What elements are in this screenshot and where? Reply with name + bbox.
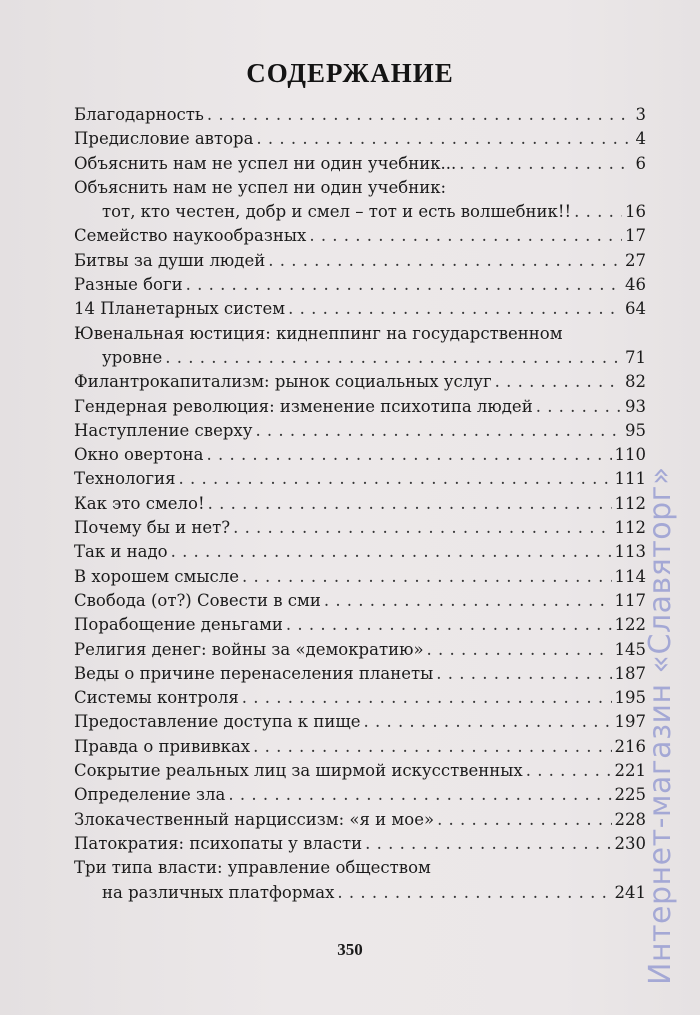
toc-entry-page: 122 [614,615,646,635]
toc-entry [74,613,646,637]
toc-entry-page: 16 [625,202,646,222]
toc-entry-page: 113 [614,542,646,562]
toc-entry [74,589,646,613]
toc-entry-page: 117 [614,590,646,610]
toc-leader-dots [268,249,622,273]
toc-entry [74,832,646,856]
toc-leader-dots [206,443,611,467]
toc-entry-page: 71 [625,347,646,367]
toc-entry-page: 228 [614,809,646,829]
toc-leader-dots [233,516,611,540]
toc-entry [74,200,646,224]
toc-entry-page: 110 [614,445,646,465]
toc-entry-title: Окно овертона [74,445,204,465]
toc-leader-dots [242,565,612,589]
toc-entry-page: 3 [635,105,646,124]
toc-leader-dots [228,783,611,807]
toc-entry [74,249,646,273]
toc-leader-dots [208,492,612,516]
toc-entry-title: Объяснить нам не успел ни один учебник: [74,177,447,197]
toc-entry-title: Веды о причине перенаселения планеты [74,663,434,683]
toc-entry-page: 195 [614,688,646,708]
toc-entry-title: 14 Планетарных систем [74,299,286,319]
toc-entry-title: Как это смело! [74,493,205,513]
toc-entry-title: Предоставление доступа к пище [74,712,361,732]
toc-entry-title: Религия денег: войны за «демократию» [74,639,424,659]
toc-entry-page: 27 [625,250,646,270]
toc-entry-title: Битвы за души людей [74,250,266,270]
toc-leader-dots [207,103,633,127]
toc-entry [74,419,646,443]
toc-entry [74,176,646,200]
toc-entry-page: 241 [614,882,646,902]
toc-entry [74,443,646,467]
toc-entry-title: на различных платформах [102,882,335,902]
toc-entry-page: 145 [614,639,646,659]
toc-leader-dots [427,638,612,662]
toc-entry-title: Наступление сверху [74,420,253,440]
toc-leader-dots [242,686,612,710]
toc-entry [74,370,646,394]
toc-entry-page: 95 [625,420,646,440]
toc-entry [74,881,646,905]
toc-leader-dots [255,419,622,443]
toc-entry [74,710,646,734]
toc-leader-dots [286,613,612,637]
toc-entry-page: 93 [625,396,646,416]
toc-entry-title: Объяснить нам не успел ни один учебник... [74,153,457,173]
toc-entry-page: 187 [614,663,646,683]
toc-entry-title: Порабощение деньгами [74,615,283,635]
toc-entry [74,808,646,832]
toc-entry-title: Определение зла [74,785,226,805]
toc-leader-dots [574,200,622,224]
toc-entry-page: 112 [614,493,646,513]
page-number: 350 [337,940,363,959]
toc-leader-dots [459,152,632,176]
toc-entry-page: 4 [635,129,646,149]
toc-leader-dots [436,662,611,686]
toc-leader-dots [526,759,612,783]
toc-leader-dots [256,127,632,151]
toc-entry [74,686,646,710]
toc-entry [74,540,646,564]
toc-leader-dots [253,735,611,759]
toc-leader-dots [337,881,611,905]
toc-entry-page: 64 [625,299,646,319]
toc-entry [74,224,646,248]
toc-entry [74,662,646,686]
toc-leader-dots [324,589,612,613]
toc-entry-page: 221 [614,761,646,781]
toc-entry-page: 216 [614,736,646,756]
toc-entry-page: 197 [614,712,646,732]
toc-entry [74,346,646,370]
toc-entry [74,152,646,176]
toc-entry-title: Системы контроля [74,688,239,708]
toc-entry-page: 114 [614,566,646,586]
toc-entry [74,856,646,880]
toc-entry [74,467,646,491]
toc-entry-title: Три типа власти: управление обществом [74,858,431,878]
toc-entry-title: В хорошем смысле [74,566,239,586]
toc-entry-page: 6 [635,153,646,173]
toc-entry-page: 225 [614,785,646,805]
toc-entry-title: Благодарность [74,105,204,124]
toc-entry [74,492,646,516]
toc-leader-dots [495,370,622,394]
store-watermark: Интернет-магазин «Славяторг» [643,466,678,985]
toc-entry-title: Сокрытие реальных лиц за ширмой искусственных [74,761,523,781]
toc-entry [74,565,646,589]
toc-leader-dots [178,467,611,491]
toc-leader-dots [165,346,622,370]
toc-entry-title: Ювенальная юстиция: киднеппинг на государственном [74,323,563,343]
table-of-contents [74,103,646,905]
toc-entry-title: Почему бы и нет? [74,518,231,538]
toc-entry [74,273,646,297]
toc-leader-dots [363,710,611,734]
page-title: СОДЕРЖАНИЕ [246,58,454,88]
toc-entry-title: Свобода (от?) Совести в сми [74,590,321,610]
toc-entry [74,638,646,662]
toc-entry-page: 46 [625,275,646,295]
toc-entry [74,395,646,419]
toc-entry-title: Технология [74,469,176,489]
toc-entry-title: Злокачественный нарциссизм: «я и мое» [74,809,435,829]
toc-entry [74,297,646,321]
toc-entry-title: Предисловие автора [74,129,254,149]
toc-entry-title: Патократия: психопаты у власти [74,833,363,853]
toc-entry [74,783,646,807]
toc-leader-dots [171,540,612,564]
toc-leader-dots [288,297,622,321]
toc-entry-page: 111 [614,469,646,489]
toc-entry [74,735,646,759]
toc-leader-dots [365,832,611,856]
toc-entry-title: тот, кто честен, добр и смел – тот и есть волшебник!! [102,202,572,222]
toc-entry [74,127,646,151]
toc-entry-page: 17 [625,226,646,246]
toc-entry [74,322,646,346]
toc-entry-title: Филантрокапитализм: рынок социальных услуг [74,372,492,392]
toc-leader-dots [309,224,622,248]
toc-leader-dots [536,395,622,419]
toc-leader-dots [437,808,611,832]
toc-entry-page: 230 [614,833,646,853]
toc-entry-title: уровне [102,347,163,367]
toc-entry-page: 112 [614,518,646,538]
toc-entry-title: Гендерная революция: изменение психотипа людей [74,396,533,416]
toc-entry [74,516,646,540]
toc-entry [74,103,646,127]
toc-entry-title: Правда о прививках [74,736,251,756]
toc-entry-title: Так и надо [74,542,168,562]
toc-entry [74,759,646,783]
toc-entry-title: Разные боги [74,275,183,295]
toc-leader-dots [186,273,622,297]
toc-entry-page: 82 [625,372,646,392]
toc-entry-title: Семейство наукообразных [74,226,307,246]
